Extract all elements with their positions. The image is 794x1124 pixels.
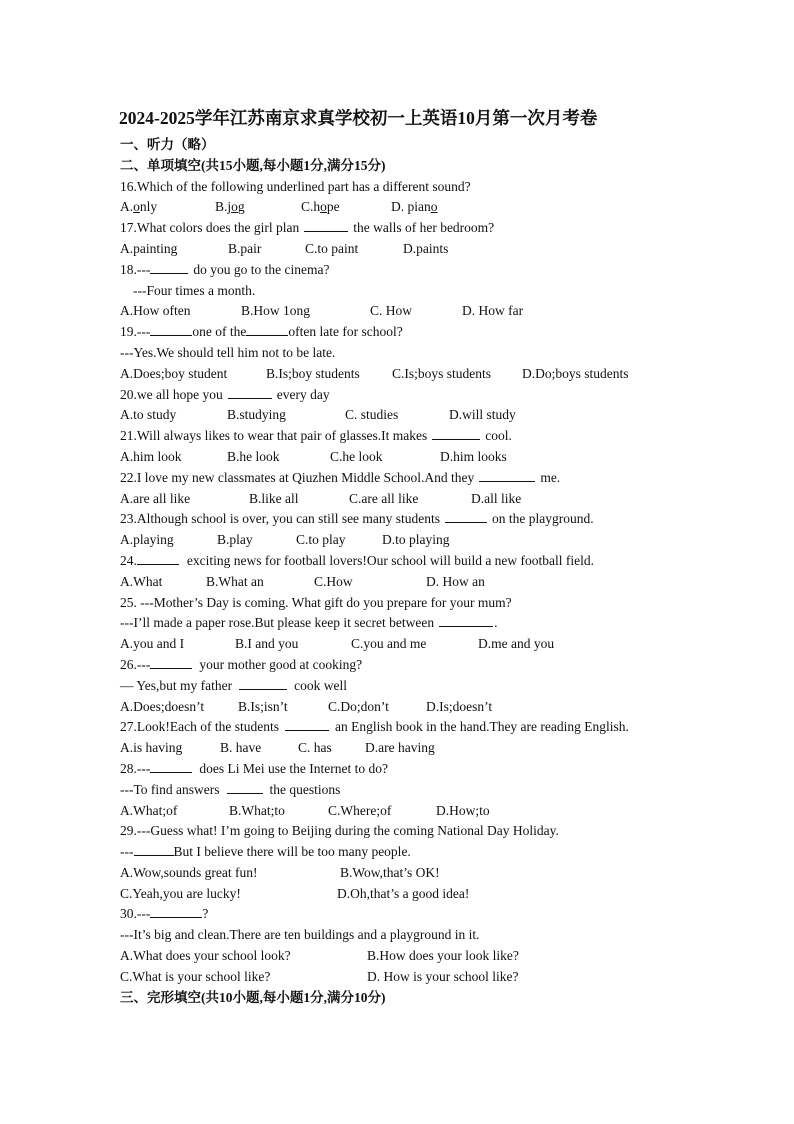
option-b: B.jog: [215, 199, 245, 215]
option-a: A.him look: [120, 448, 182, 464]
question-30-options-row-2: [120, 967, 660, 988]
option-c: C.to play: [296, 532, 346, 548]
question-25-options: [120, 634, 660, 655]
question-28-reply: ---To find answers the questions: [120, 781, 341, 797]
option-d: D.How;to: [436, 802, 490, 818]
answer-blank: [137, 552, 179, 565]
option-a: A.Does;boy student: [120, 365, 228, 381]
option-d: D.to playing: [382, 532, 450, 548]
option-d: D. How is your school like?: [367, 968, 519, 984]
question-30-options-row-1: [120, 946, 660, 967]
answer-blank: [439, 614, 493, 627]
option-b: B. have: [220, 740, 262, 756]
answer-blank: [246, 323, 288, 336]
question-24-options: [120, 572, 660, 593]
question-23-stem: 23.Although school is over, you can still see many students on the playground.: [120, 511, 594, 527]
answer-blank: [432, 427, 480, 440]
question-29-options-row-2: [120, 884, 660, 905]
question-19-reply: ---Yes.We should tell him not to be late.: [120, 344, 336, 360]
question-28-options: [120, 801, 660, 822]
option-a: A.painting: [120, 240, 178, 256]
question-27-stem: 27.Look!Each of the students an English book in the hand.They are reading English.: [120, 719, 629, 735]
option-d: D.will study: [449, 407, 516, 423]
option-d: D.me and you: [478, 636, 555, 652]
answer-blank: [227, 781, 263, 794]
option-c: C.he look: [330, 448, 383, 464]
question-17-options: [120, 239, 660, 260]
section-cloze-heading: 三、完形填空(共10小题,每小题1分,满分10分): [120, 989, 386, 1005]
option-c: C. has: [298, 740, 332, 756]
option-b: B.How does your look like?: [367, 948, 519, 964]
section-single-choice-heading: 二、单项填空(共15小题,每小题1分,满分15分): [120, 157, 386, 173]
question-19-options: [120, 364, 660, 385]
option-a: A.How often: [120, 303, 191, 319]
answer-blank: [150, 905, 202, 918]
option-c: C. studies: [345, 407, 399, 423]
question-29-reply: --- But I believe there will be too many people.: [120, 844, 411, 860]
option-b: B.he look: [227, 448, 280, 464]
question-18-reply: ---Four times a month.: [133, 282, 256, 298]
question-24-stem: 24. exciting news for football lovers!Our school will build a new football field.: [120, 552, 595, 568]
answer-blank: [134, 843, 174, 856]
answer-blank: [150, 261, 188, 274]
option-a: A.playing: [120, 532, 174, 548]
question-26-stem: 26.--- your mother good at cooking?: [120, 656, 363, 672]
question-16-stem: 16.Which of the following underlined part has a different sound?: [120, 178, 471, 194]
option-d: D.paints: [403, 240, 449, 256]
option-b: B.What an: [206, 573, 264, 589]
option-a: A.Does;doesn’t: [120, 698, 205, 714]
question-30-stem: 30.--- ?: [120, 906, 209, 922]
section-listening-heading: 一、听力（略）: [120, 137, 215, 152]
option-b: B.Wow,that’s OK!: [340, 864, 440, 880]
option-d: D.Do;boys students: [522, 365, 629, 381]
question-22-options: [120, 489, 660, 510]
question-30-reply: ---It’s big and clean.There are ten buildings and a playground in it.: [120, 927, 480, 943]
question-22-stem: 22.I love my new classmates at Qiuzhen Middle School.And they me.: [120, 469, 561, 485]
question-29-stem: 29.---Guess what! I’m going to Beijing during the coming National Day Holiday.: [120, 823, 559, 839]
option-c: C.How: [314, 573, 353, 589]
option-c: C.to paint: [305, 240, 359, 256]
answer-blank: [228, 386, 272, 399]
option-a: A.only: [120, 199, 158, 215]
option-d: D. How far: [462, 303, 524, 319]
option-b: B.How 1ong: [241, 303, 311, 319]
answer-blank: [304, 219, 348, 232]
option-d: D.are having: [365, 740, 435, 756]
option-a: A.you and I: [120, 636, 185, 652]
question-29-options-row-1: [120, 863, 660, 884]
question-28-stem: 28.--- does Li Mei use the Internet to do?: [120, 760, 388, 776]
option-b: B.studying: [227, 407, 286, 423]
option-b: B.play: [217, 532, 253, 548]
answer-blank: [150, 323, 192, 336]
question-18-options: [120, 301, 660, 322]
question-18-stem: 18.--- do you go to the cinema?: [120, 261, 330, 277]
option-b: B.I and you: [235, 636, 299, 652]
option-c: C.Is;boys students: [392, 365, 492, 381]
option-c: C.Yeah,you are lucky!: [120, 885, 241, 901]
question-21-stem: 21.Will always likes to wear that pair of glasses.It makes cool.: [120, 428, 512, 444]
question-20-options: [120, 405, 660, 426]
option-c: C.Do;don’t: [328, 698, 389, 714]
answer-blank: [445, 510, 487, 523]
option-d: D.Is;doesn’t: [426, 698, 493, 714]
answer-blank: [479, 469, 535, 482]
option-a: A.What;of: [120, 802, 178, 818]
answer-blank: [150, 760, 192, 773]
question-26-options: [120, 697, 660, 718]
option-d: D. How an: [426, 573, 485, 589]
question-16-options: [120, 197, 660, 218]
option-a: A.Wow,sounds great fun!: [120, 864, 258, 880]
option-d: D.Oh,that’s a good idea!: [337, 885, 470, 901]
option-a: A.to study: [120, 407, 177, 423]
option-c: C.What is your school like?: [120, 968, 271, 984]
question-25-reply: ---I’ll made a paper rose.But please keep it secret between .: [120, 615, 498, 631]
option-b: B.Is;boy students: [266, 365, 360, 381]
answer-blank: [150, 656, 192, 669]
option-a: A.are all like: [120, 490, 191, 506]
answer-blank: [285, 718, 329, 731]
question-27-options: [120, 738, 660, 759]
exam-paper: [120, 104, 660, 1008]
option-b: B.pair: [228, 240, 262, 256]
option-b: B.like all: [249, 490, 299, 506]
question-23-options: [120, 530, 660, 551]
question-20-stem: 20.we all hope you every day: [120, 386, 330, 402]
answer-blank: [239, 677, 287, 690]
option-d: D.him looks: [440, 448, 507, 464]
option-d: D.all like: [471, 490, 522, 506]
option-a: A.is having: [120, 740, 183, 756]
option-a: A.What does your school look?: [120, 948, 291, 964]
question-25-stem: 25. ---Mother’s Day is coming. What gift do you prepare for your mum?: [120, 594, 512, 610]
option-a: A.What: [120, 573, 163, 589]
option-d: D. piano: [391, 199, 438, 215]
option-c: C.are all like: [349, 490, 419, 506]
question-26-reply: — Yes,but my father cook well: [120, 677, 347, 693]
option-b: B.What;to: [229, 802, 285, 818]
question-19-stem: 19.--- one of the often late for school?: [120, 324, 403, 340]
page-title: 2024-2025学年江苏南京求真学校初一上英语10月第一次月考卷: [119, 108, 598, 128]
option-b: B.Is;isn’t: [238, 698, 288, 714]
option-c: C.Where;of: [328, 802, 392, 818]
option-c: C.you and me: [351, 636, 427, 652]
question-17-stem: 17.What colors does the girl plan the walls of her bedroom?: [120, 220, 495, 236]
option-c: C.hope: [301, 199, 340, 215]
option-c: C. How: [370, 303, 413, 319]
question-21-options: [120, 447, 660, 468]
